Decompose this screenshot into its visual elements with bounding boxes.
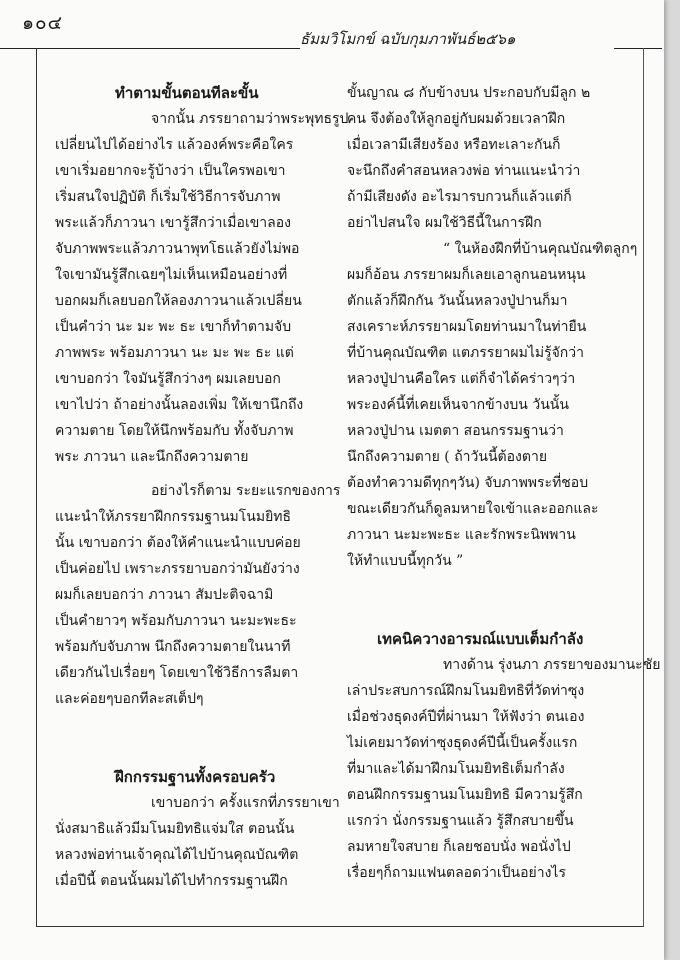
section-spacer [55, 712, 335, 738]
text-line: นึกถึงความตาย ( ถ้าวันนี้ต้องตาย [347, 449, 548, 465]
text-line: ที่มาและได้มาฝึกมโนมยิทธิเต็มกำลัง [347, 761, 565, 777]
text-line: ที่บ้านคุณบัณฑิต แตภรรยาผมไม่รู้จักว่า [347, 345, 585, 361]
text-line: เขาไปว่า ถ้าอย่างนั้นลองเพิ่ม ให้เขานึกถึง [55, 397, 304, 413]
text-line: เรื่อยๆก็ถามแฟนตลอดว่าเป็นอย่างไร [347, 865, 566, 881]
text-line: ลมหายใจสบาย ก็เลยชอบนั่ง พอนั่งไป [347, 839, 571, 855]
text-line: ให้ทำแบบนี้ทุกวัน ” [347, 553, 464, 569]
text-line: เล่าประสบการณ์ฝึกมโนมยิทธิที่วัดท่าซุง [347, 683, 585, 699]
paragraph [347, 236, 638, 574]
text-line: “ ในห้องฝึกที่บ้านคุณบัณฑิตลูกๆ [443, 241, 638, 257]
text-line: จากนั้น ภรรยาถามว่าพระพุทธรูป [151, 111, 349, 127]
paragraph [55, 790, 340, 894]
text-line: ผมก็อ้อน ภรรยาผมก็เลยเอาลูกนอนหนุน [347, 267, 586, 283]
text-line: พร้อมกับจับภาพ นึกถึงความตายในนาที [55, 639, 291, 655]
text-line: คน จึงต้องให้ลูกอยู่กับผมด้วยเวลาฝึก [347, 111, 566, 127]
paragraph [55, 106, 349, 470]
text-line: เมื่อปีนี้ ตอนนั้นผมได้ไปทำกรรมฐานฝึก [55, 873, 288, 889]
text-line: หลวงพ่อท่านเจ้าคุณได้ไปบ้านคุณบัณฑิต [55, 847, 299, 863]
text-line: และค่อยๆบอกทีละสเต็ปๆ [55, 691, 204, 707]
text-line: ตักแล้วก็ฝึกกัน วันนั้นหลวงปู่ปานก็มา [347, 293, 568, 309]
text-line: แนะนำให้ภรรยาฝึกกรรมฐานมโนมยิทธิ [55, 509, 292, 525]
paragraph [347, 652, 661, 886]
section-heading: เทคนิควางอารมณ์แบบเต็มกำลัง [377, 630, 584, 648]
section-spacer [347, 600, 627, 626]
text-line: อย่างไรก็ตาม ระยะแรกของการ [151, 483, 341, 499]
text-line: เป็นคำว่า นะ มะ พะ ธะ เขาก็ทำตามจับ [55, 319, 292, 335]
text-line: ขณะเดียวกันก็ดูลมหายใจเข้าและออกและ [347, 501, 599, 517]
text-line: ภาวนา นะมะพะธะ และรักพระนิพพาน [347, 527, 576, 543]
text-line: พระองค์นี้ที่เคยเห็นจากข้างบน วันนั้น [347, 397, 569, 413]
left-column [55, 80, 349, 894]
text-line: หลวงปู่ปาน เมตตา สอนกรรมฐานว่า [347, 423, 564, 439]
text-line: เมื่อช่วงธุดงค์ปีที่ผ่านมา ให้ฟังว่า ตนเอง [347, 709, 585, 725]
section-spacer [347, 574, 627, 600]
text-line: หลวงปู่ปานคือใคร แต่ก็จำได้คร่าวๆว่า [347, 371, 576, 387]
text-line: ผมก็เลยบอกว่า ภาวนา สัมปะติจฉามิ [55, 587, 274, 603]
text-line: จับภาพพระแล้วภาวนาพุทโธแล้วยังไม่พอ [55, 241, 300, 257]
text-line: เขาบอกว่า ใจมันรู้สึกว่างๆ ผมเลยบอก [55, 371, 281, 387]
text-line: แรกว่า นั่งกรรมฐานแล้ว รู้สึกสบายขึ้น [347, 813, 574, 829]
right-column [347, 80, 661, 886]
text-line: นั้น เขาบอกว่า ต้องให้คำแนะนำแบบค่อย [55, 535, 301, 551]
text-line: ไม่เคยมาวัดท่าซุงธุดงค์ปีนี้เป็นครั้งแรก [347, 735, 578, 751]
section-spacer [55, 738, 335, 764]
text-line: ทางด้าน รุ่งนภา ภรรยาของมานะชัย [443, 657, 661, 673]
paragraph-spacer [55, 470, 335, 478]
text-line: พระ ภาวนา และนึกถึงความตาย [55, 449, 249, 465]
text-line: เมื่อเวลามีเสียงร้อง หรือทะเลาะกันก็ [347, 137, 561, 153]
text-line: อย่าไปสนใจ ผมใช้วิธีนี้ในการฝึก [347, 215, 542, 231]
paragraph [55, 478, 341, 712]
text-line: ตอนฝึกกรรมฐานมโนมยิทธิ มีความรู้สึก [347, 787, 583, 803]
text-line: สงเคราะห์ภรรยาผมโดยท่านมาในท่ายืน [347, 319, 587, 335]
section-heading: ทำตามขั้นตอนทีละขั้น [115, 84, 259, 102]
text-line: ความตาย โดยให้นึกพร้อมกับ ทั้งจับภาพ [55, 423, 294, 439]
text-line: ต้องทำความดีทุกๆวัน) จับภาพพระที่ชอบ [347, 475, 589, 491]
text-line: พระแล้วก็ภาวนา เขารู้สึกว่าเมื่อเขาลอง [55, 215, 291, 231]
text-line: เปลี่ยนไปได้อย่างไร แล้วองค์พระคือใคร [55, 137, 294, 153]
page-number: ๑๐๔ [22, 12, 64, 34]
text-line: จะนึกถึงคำสอนหลวงพ่อ ท่านแนะนำว่า [347, 163, 581, 179]
text-line: เป็นค่อยไป เพราะภรรยาบอกว่ามันยังว่าง [55, 561, 300, 577]
section-heading: ฝึกกรรมฐานทั้งครอบครัว [115, 768, 276, 786]
text-line: เริ่มสนใจปฏิบัติ ก็เริ่มใช้วิธีการจับภาพ [55, 189, 281, 205]
text-line: ถ้ามีเสียงดัง อะไรมารบกวนก็แล้วแต่ก็ [347, 189, 572, 205]
text-line: บอกผมก็เลยบอกให้ลองภาวนาแล้วเปลี่ยน [55, 293, 302, 309]
text-line: เขาเริ่มอยากจะรู้บ้างว่า เป็นใครพอเขา [55, 163, 286, 179]
text-line: ใจเขามันรู้สึกเฉยๆไม่เห็นเหมือนอย่างที่ [55, 267, 288, 283]
text-line: เดียวกันไปเรื่อยๆ โดยเขาใช้วิธีการลืมตา [55, 665, 299, 681]
text-line: ขั้นญาณ ๘ กับข้างบน ประกอบกับมีลูก ๒ [347, 85, 591, 101]
text-line: เป็นคำยาวๆ พร้อมกับภาวนา นะมะพะธะ [55, 613, 297, 629]
text-line: ภาพพระ พร้อมภาวนา นะ มะ พะ ธะ แต่ [55, 345, 294, 361]
journal-title: ธัมมวิโมกข์ ฉบับกุมภาพันธ์๒๕๖๑ [300, 30, 516, 48]
text-line: นั่งสมาธิแล้วมีมโนมยิทธิแจ่มใส ตอนนั้น [55, 821, 295, 837]
paragraph [347, 80, 627, 236]
text-line: เขาบอกว่า ครั้งแรกที่ภรรยาเขา [151, 795, 340, 811]
